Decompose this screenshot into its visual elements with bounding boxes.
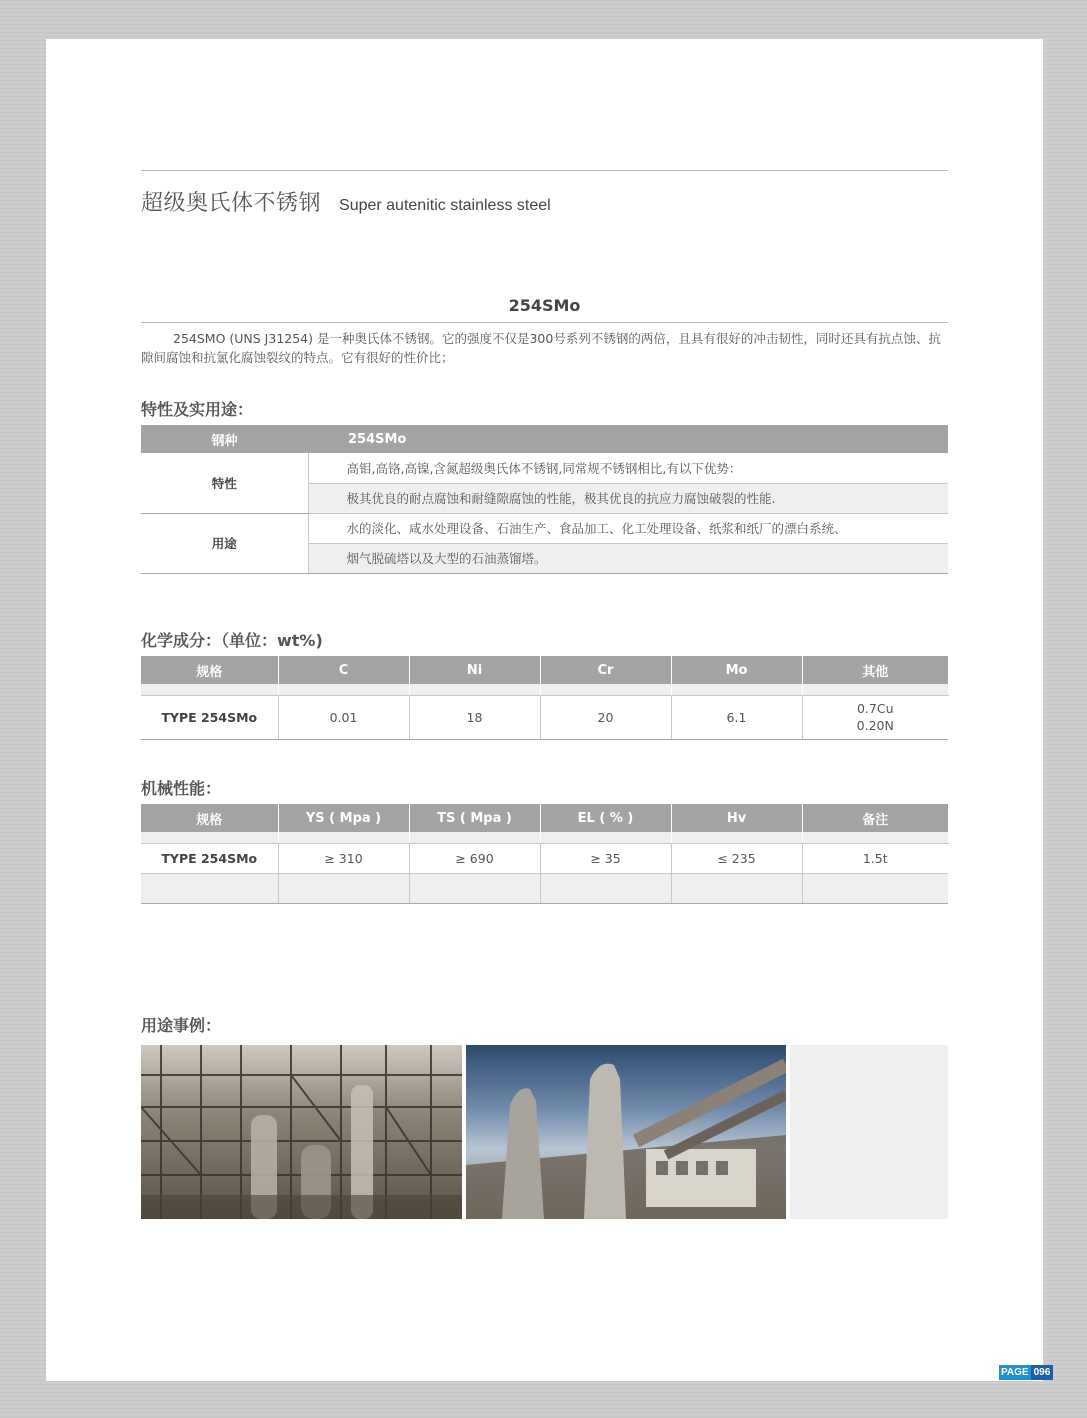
properties-row bbox=[141, 453, 948, 483]
cell-other bbox=[802, 695, 948, 739]
mechanical-table bbox=[141, 804, 949, 904]
properties-header-key: 钢种 bbox=[141, 425, 308, 453]
chemical-title: 化学成分：（单位：wt%) bbox=[141, 631, 323, 650]
cell-c: 0.01 bbox=[278, 695, 409, 739]
properties-line: 高钼,高铬,高镍,含氮超级奥氏体不锈钢,同常规不锈钢相比,有以下优势： bbox=[308, 453, 948, 483]
properties-title: 特性及实用途： bbox=[141, 400, 254, 419]
chemical-table bbox=[141, 656, 949, 740]
cell-mo: 6.1 bbox=[671, 695, 802, 739]
header-rule bbox=[141, 170, 948, 171]
column-header: YS ( Mpa ) bbox=[278, 804, 409, 832]
page-header bbox=[141, 186, 551, 217]
table-row bbox=[141, 843, 948, 873]
grade-rule bbox=[141, 322, 948, 323]
properties-header-value: 254SMo bbox=[308, 425, 948, 453]
cell-ts: ≥ 690 bbox=[409, 843, 540, 873]
column-header: EL ( % ) bbox=[540, 804, 671, 832]
cell-note: 1.5t bbox=[802, 843, 948, 873]
empty-photo-panel bbox=[790, 1045, 948, 1219]
cell-hv: ≤ 235 bbox=[671, 843, 802, 873]
spacer-row bbox=[141, 832, 948, 843]
cell-ys: ≥ 310 bbox=[278, 843, 409, 873]
properties-line: 极其优良的耐点腐蚀和耐缝隙腐蚀的性能，极其优良的抗应力腐蚀破裂的性能. bbox=[308, 483, 948, 513]
cell-other-n: 0.20N bbox=[856, 718, 894, 733]
applications-title: 用途事例： bbox=[141, 1016, 222, 1035]
chimney-photo bbox=[466, 1045, 786, 1219]
column-header: TS ( Mpa ) bbox=[409, 804, 540, 832]
cell-spec: TYPE 254SMo bbox=[141, 843, 278, 873]
spacer-row bbox=[141, 684, 948, 695]
page-sheet bbox=[46, 39, 1043, 1381]
cell-other-cu: 0.7Cu bbox=[856, 701, 894, 716]
column-header: C bbox=[278, 656, 409, 684]
cell-spec: TYPE 254SMo bbox=[141, 695, 278, 739]
refinery-photo bbox=[141, 1045, 462, 1219]
chemical-header-row bbox=[141, 656, 948, 684]
column-header: Hv bbox=[671, 804, 802, 832]
grade-intro: 254SMO (UNS J31254) 是一种奥氏体不锈钢。它的强度不仅是300号系列不锈钢的两倍，且具有很好的冲击韧性，同时还具有抗点蚀、抗隙间腐蚀和抗氯化腐蚀裂纹的特点。它有很好的性价比； bbox=[141, 331, 941, 365]
cell-ni: 18 bbox=[409, 695, 540, 739]
page-number: 096 bbox=[1031, 1365, 1054, 1380]
properties-key-uses: 用途 bbox=[141, 513, 308, 573]
page-number-badge bbox=[999, 1365, 1053, 1380]
column-header: 规格 bbox=[141, 804, 278, 832]
properties-line: 水的淡化、咸水处理设备、石油生产、食品加工、化工处理设备、纸浆和纸厂的漂白系统、 bbox=[308, 513, 948, 543]
application-photos bbox=[141, 1045, 948, 1219]
column-header: Mo bbox=[671, 656, 802, 684]
column-header: Ni bbox=[409, 656, 540, 684]
column-header: 规格 bbox=[141, 656, 278, 684]
column-header: Cr bbox=[540, 656, 671, 684]
table-row bbox=[141, 695, 948, 739]
grade-title: 254SMo bbox=[508, 296, 581, 315]
page-label: PAGE bbox=[1001, 1367, 1029, 1378]
column-header: 备注 bbox=[802, 804, 948, 832]
properties-header-row bbox=[141, 425, 948, 453]
mechanical-title: 机械性能： bbox=[141, 779, 222, 798]
cell-el: ≥ 35 bbox=[540, 843, 671, 873]
properties-row bbox=[141, 513, 948, 543]
page-title-en: Super autenitic stainless steel bbox=[339, 197, 551, 214]
cell-cr: 20 bbox=[540, 695, 671, 739]
empty-row bbox=[141, 873, 948, 903]
properties-line: 烟气脱硫塔以及大型的石油蒸馏塔。 bbox=[308, 543, 948, 573]
column-header: 其他 bbox=[802, 656, 948, 684]
mechanical-header-row bbox=[141, 804, 948, 832]
properties-table bbox=[141, 425, 948, 574]
properties-key-features: 特性 bbox=[141, 453, 308, 513]
page-title-cn: 超级奥氏体不锈钢 bbox=[141, 191, 322, 216]
